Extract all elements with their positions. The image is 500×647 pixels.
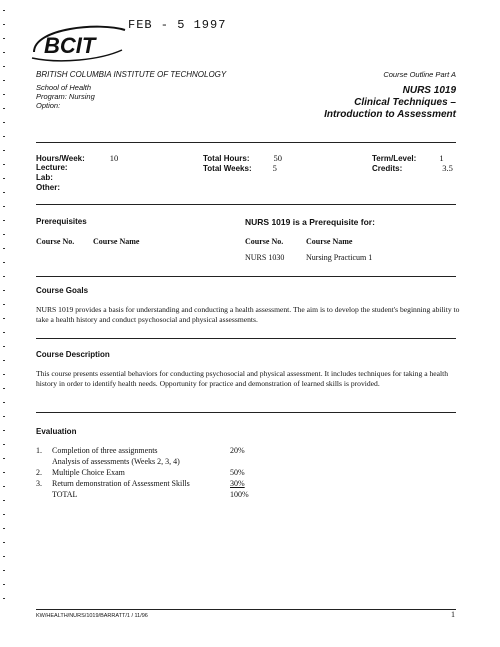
total-hours-label: Total Hours:	[203, 154, 250, 163]
option-label: Option:	[36, 101, 61, 110]
evaluation-item-text: Completion of three assignments	[52, 446, 158, 455]
hours-right	[372, 153, 453, 173]
evaluation-item-percent: 20%	[230, 446, 245, 455]
evaluation-heading: Evaluation	[36, 427, 77, 436]
credits-value: 3.5	[442, 163, 453, 173]
course-goals-text: NURS 1019 provides a basis for understanding and conducting a health assessment. The aim is to develop the student's beginning ability to take a health history and conduct psychosocial and physical assessments.	[36, 305, 460, 324]
left-margin-dots	[3, 10, 5, 600]
evaluation-total-percent: 100%	[230, 490, 249, 499]
course-description-text: This course presents essential behaviors for conducting psychosocial and physical assessment. It includes techniques for taking a health history in order to identify health needs. Opportunity for practice and demonstration of learned skills is provided.	[36, 369, 449, 388]
evaluation-item-number: 2.	[36, 468, 42, 477]
total-weeks-value: 5	[272, 163, 277, 173]
page-number: 1	[451, 610, 455, 619]
prerequisites-heading: Prerequisites	[36, 217, 87, 226]
hours-week-value: 10	[109, 153, 119, 163]
footer-divider	[36, 609, 456, 610]
course-title-line-1: Clinical Techniques –	[354, 97, 456, 108]
outline-label: Course Outline Part A	[383, 70, 456, 79]
term-level-label: Term/Level:	[372, 154, 417, 163]
hours-middle	[203, 153, 282, 173]
divider	[36, 142, 456, 143]
term-level-value: 1	[439, 153, 444, 163]
bcit-logo	[30, 20, 130, 66]
course-title-block	[324, 70, 456, 121]
evaluation-total-label: TOTAL	[52, 490, 78, 499]
evaluation-item-text: Analysis of assessments (Weeks 2, 3, 4)	[52, 457, 180, 466]
prereq-for-col-course-no: Course No.	[245, 237, 284, 246]
institution-block	[36, 70, 226, 110]
prereq-for-course-no: NURS 1030	[245, 253, 285, 262]
prereq-for-col-course-name: Course Name	[306, 237, 353, 246]
course-goals-heading: Course Goals	[36, 286, 89, 295]
divider	[36, 338, 456, 339]
prereq-col-course-no: Course No.	[36, 237, 75, 246]
divider	[36, 204, 456, 205]
lab-label: Lab:	[36, 173, 53, 182]
school-name: School of Health	[36, 83, 92, 92]
evaluation-item-number: 1.	[36, 446, 42, 455]
svg-text:BCIT: BCIT	[44, 33, 96, 58]
footer-reference: KW/HEALTH/NURS/1019/BARRATT/1 / 11/96	[36, 613, 148, 619]
received-date-stamp: FEB - 5 1997	[128, 18, 227, 32]
lecture-label: Lecture:	[36, 163, 68, 172]
total-weeks-label: Total Weeks:	[203, 164, 252, 173]
evaluation-item-percent: 30%	[230, 479, 245, 488]
evaluation-item-number: 3.	[36, 479, 42, 488]
credits-label: Credits:	[372, 164, 403, 173]
evaluation-item-text: Multiple Choice Exam	[52, 468, 125, 477]
prereq-for-course-name: Nursing Practicum 1	[306, 253, 373, 262]
total-hours-value: 50	[273, 153, 283, 163]
course-title-line-2: Introduction to Assessment	[324, 109, 456, 120]
hours-left	[36, 153, 118, 193]
divider	[36, 412, 456, 413]
hours-week-label: Hours/Week:	[36, 154, 85, 163]
bcit-logo-mark	[30, 20, 130, 66]
evaluation-item-percent: 50%	[230, 468, 245, 477]
prerequisite-for-heading: NURS 1019 is a Prerequisite for:	[245, 217, 375, 227]
prereq-col-course-name: Course Name	[93, 237, 140, 246]
divider	[36, 276, 456, 277]
institute-name: BRITISH COLUMBIA INSTITUTE OF TECHNOLOGY	[36, 70, 227, 79]
course-description-heading: Course Description	[36, 350, 110, 359]
evaluation-item-text: Return demonstration of Assessment Skills	[52, 479, 190, 488]
program-name: Program: Nursing	[36, 92, 95, 101]
course-code: NURS 1019	[402, 85, 456, 96]
other-label: Other:	[36, 183, 60, 192]
